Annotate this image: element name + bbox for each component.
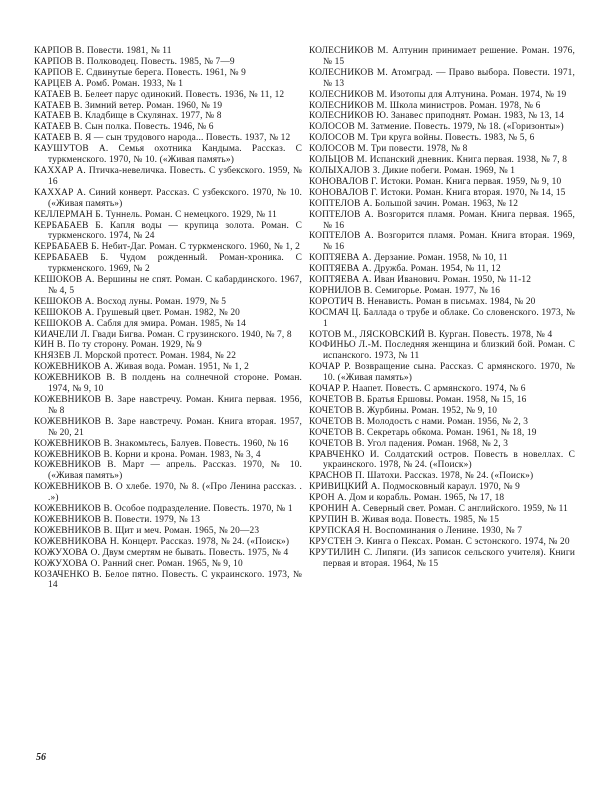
right-column bbox=[309, 46, 575, 570]
page-number: 56 bbox=[36, 752, 46, 763]
bibliography-entry: КОЧЕТОВ В. Братья Ершовы. Роман. 1958, № 15, 16 bbox=[309, 395, 527, 405]
bibliography-entry: КОПТЕЛОВ А. Большой зачин. Роман. 1963, № 12 bbox=[309, 198, 519, 209]
bibliography-entry: КОЛЕСНИКОВ М. Школа министров. Роман. 1978, № 6 bbox=[309, 100, 541, 111]
bibliography-entry: КРУСТЕН Э. Кинга о Пексах. Роман. С эстонского. 1974, № 20 bbox=[309, 536, 570, 547]
bibliography-entry: КЕРБАБАЕВ Б. Небит-Даг. Роман. С туркменского. 1960, № 1, 2 bbox=[34, 242, 300, 253]
bibliography-entry: КРОН А. Дом и корабль. Роман. 1965, № 17, 18 bbox=[309, 493, 505, 504]
left-column bbox=[34, 46, 302, 591]
bibliography-entry: КЕРБАБАЕВ Б. Капля воды — крупица золота. Роман. С туркменского. 1974, № 24 bbox=[34, 220, 302, 242]
bibliography-entry: КОЖЕВНИКОВ В. Заре навстречу. Роман. Книга вторая. 1957, № 20, 21 bbox=[34, 416, 302, 438]
bibliography-entry: КАХХАР А. Синий конверт. Рассказ. С узбекского. 1970, № 10. («Живая память») bbox=[34, 187, 302, 209]
bibliography-entry: КАТАЕВ В. Белеет парус одинокий. Повесть. 1936, № 11, 12 bbox=[34, 89, 285, 100]
bibliography-entry: КОРОТИЧ В. Ненависть. Роман в письмах. 1984, № 20 bbox=[309, 296, 536, 307]
bibliography-entry: КОПТЯЕВА А. Дерзание. Роман. 1958, № 10, 11 bbox=[309, 253, 508, 264]
bibliography-entry: КРОНИН А. Северный свет. Роман. С английского. 1959, № 11 bbox=[309, 504, 568, 515]
bibliography-entry: КАРПОВ Е. Сдвинутые берега. Повесть. 1961, № 9 bbox=[34, 67, 246, 78]
bibliography-entry: КЕРБАБАЕВ Б. Чудом рожденный. Роман-хроника. С туркменского. 1969, № 2 bbox=[34, 253, 302, 275]
bibliography-entry: КОЖЕВНИКОВ В. О хлебе. 1970, № 8. («Про Ленина рассказ. . .») bbox=[34, 482, 302, 504]
bibliography-entry: КАРПОВ В. Полководец. Повесть. 1985, № 7—9 bbox=[34, 56, 235, 67]
bibliography-entry: КРУТИЛИН С. Липяги. (Из записок сельского учителя). Книги первая и вторая. 1964, № 15 bbox=[309, 547, 575, 569]
bibliography-entry: КОЖЕВНИКОВ В. Повести. 1979, № 13 bbox=[34, 514, 201, 525]
bibliography-entry: КОЖЕВНИКОВ В. Щит и меч. Роман. 1965, № 20—23 bbox=[34, 525, 260, 536]
bibliography-entry: КОЧЕТОВ В. Журбины. Роман. 1952, № 9, 10 bbox=[309, 405, 498, 416]
bibliography-entry: КОЖЕВНИКОВА Н. Концерт. Рассказ. 1978, № 24. («Поиск») bbox=[34, 536, 290, 547]
bibliography-entry: КОЖЕВНИКОВ В. Заре навстречу. Роман. Книга первая. 1956, № 8 bbox=[34, 395, 302, 416]
bibliography-entry: КОТОВ М., ЛЯСКОВСКИЙ В. Курган. Повесть. 1978, № 4 bbox=[309, 329, 553, 340]
bibliography-entry: КОНОВАЛОВ Г. Истоки. Роман. Книга первая. 1959, № 9, 10 bbox=[309, 176, 562, 187]
bibliography-entry: КОЛЫХАЛОВ З. Дикие побеги. Роман. 1969, № 1 bbox=[309, 165, 516, 176]
bibliography-entry: КНЯЗЕВ Л. Морской протест. Роман. 1984, № 22 bbox=[34, 351, 237, 362]
bibliography-entry: КАТАЕВ В. Кладбище в Скулянах. 1977, № 8 bbox=[34, 111, 222, 122]
bibliography-entry: КИН В. По ту сторону. Роман. 1929, № 9 bbox=[34, 340, 202, 351]
bibliography-entry: КАРПОВ В. Повести. 1981, № 11 bbox=[34, 46, 172, 56]
bibliography-entry: КОЛЕСНИКОВ М. Алтунин принимает решение. Роман. 1976, № 15 bbox=[309, 46, 575, 67]
bibliography-entry: КОЖУХОВА О. Ранний снег. Роман. 1965, № 9, 10 bbox=[34, 558, 243, 569]
bibliography-entry: КЕЛЛЕРМАН Б. Туннель. Роман. С немецкого. 1929, № 11 bbox=[34, 209, 277, 220]
bibliography-entry: КОПТЕЛОВ А. Возгорится пламя. Роман. Книга вторая. 1969, № 16 bbox=[309, 231, 575, 253]
bibliography-entry: КОЛОСОВ М. Затмение. Повесть. 1979, № 18. («Горизонты») bbox=[309, 122, 564, 133]
bibliography-entry: КРАВЧЕНКО И. Солдатский остров. Повесть в новеллах. С украинского. 1978, № 24. («Поиск») bbox=[309, 449, 575, 471]
bibliography-entry: КОЖЕВНИКОВ В. Март — апрель. Рассказ. 1970, № 10. («Живая память») bbox=[34, 460, 302, 482]
bibliography-entry: КОЖЕВНИКОВ В. В полдень на солнечной стороне. Роман. 1974, № 9, 10 bbox=[34, 373, 302, 395]
bibliography-entry: КОЖЕВНИКОВ В. Корни и крона. Роман. 1983, № 3, 4 bbox=[34, 449, 261, 460]
bibliography-entry: КОПТЯЕВА А. Иван Иванович. Роман. 1950, № 11-12 bbox=[309, 275, 532, 286]
bibliography-entry: КОЛОСОВ М. Три круга войны. Повесть. 1983, № 5, 6 bbox=[309, 133, 535, 144]
bibliography-entry: КАХХАР А. Птичка-невеличка. Повесть. С узбекского. 1959, № 16 bbox=[34, 165, 302, 187]
bibliography-entry: КОЛЕСНИКОВ М. Изотопы для Алтунина. Роман. 1974, № 19 bbox=[309, 89, 567, 100]
bibliography-entry: КАТАЕВ В. Я — сын трудового народа... Повесть. 1937, № 12 bbox=[34, 133, 291, 144]
bibliography-entry: КРАСНОВ П. Шатохи. Рассказ. 1978, № 24. («Поиск») bbox=[309, 471, 534, 482]
bibliography-entry: КАТАЕВ В. Зимний ветер. Роман. 1960, № 19 bbox=[34, 100, 223, 111]
bibliography-entry: КАТАЕВ В. Сын полка. Повесть. 1946, № 6 bbox=[34, 122, 214, 133]
bibliography-entry: КРУПИН В. Живая вода. Повесть. 1985, № 15 bbox=[309, 514, 500, 525]
bibliography-entry: КИАЧЕЛИ Л. Гвади Бигва. Роман. С грузинского. 1940, № 7, 8 bbox=[34, 329, 292, 340]
bibliography-entry: КЕШОКОВ А. Грушевый цвет. Роман. 1982, № 20 bbox=[34, 307, 240, 318]
bibliography-entry: КРИВИЦКИЙ А. Подмосковный караул. 1970, № 9 bbox=[309, 482, 520, 493]
bibliography-entry: КОЧЕТОВ В. Угол падения. Роман. 1968, № 2, 3 bbox=[309, 438, 509, 449]
bibliography-entry: КОЧАР Р. Наапет. Повесть. С армянского. 1974, № 6 bbox=[309, 384, 526, 395]
bibliography-entry: КОЖЕВНИКОВ В. Особое подразделение. Повесть. 1970, № 1 bbox=[34, 504, 293, 515]
bibliography-entry: КАРЦЕВ А. Ромб. Роман. 1933, № 1 bbox=[34, 78, 184, 89]
bibliography-entry: КЕШОКОВ А. Восход луны. Роман. 1979, № 5 bbox=[34, 296, 227, 307]
bibliography-entry: КОПТЯЕВА А. Дружба. Роман. 1954, № 11, 12 bbox=[309, 264, 501, 275]
bibliography-entry: КОЧАР Р. Возвращение сына. Рассказ. С армянского. 1970, № 10. («Живая память») bbox=[309, 362, 575, 384]
bibliography-entry: КОЛЕСНИКОВ Ю. Занавес приподнят. Роман. 1983, № 13, 14 bbox=[309, 111, 565, 122]
bibliography-entry: КОФИНЬО Л.-М. Последняя женщина и близкий бой. Роман. С испанского. 1973, № 11 bbox=[309, 340, 575, 362]
bibliography-entry: КОЧЕТОВ В. Секретарь обкома. Роман. 1961, № 18, 19 bbox=[309, 427, 537, 438]
bibliography-entry: КОЖУХОВА О. Двум смертям не бывать. Повесть. 1975, № 4 bbox=[34, 547, 289, 558]
bibliography-entry: КОЛЕСНИКОВ М. Атомград. — Право выбора. Повести. 1971, № 13 bbox=[309, 67, 575, 89]
bibliography-entry: КЕШОКОВ А. Сабля для эмира. Роман. 1985, № 14 bbox=[34, 318, 246, 329]
bibliography-entry: КЕШОКОВ А. Вершины не спят. Роман. С кабардинского. 1967, № 4, 5 bbox=[34, 275, 302, 296]
bibliography-entry: КОЗАЧЕНКО В. Белое пятно. Повесть. С украинского. 1973, № 14 bbox=[34, 569, 302, 591]
bibliography-entry: КОСМАЧ Ц. Баллада о трубе и облаке. Со словенского. 1973, № 1 bbox=[309, 307, 575, 329]
bibliography-entry: КОЖЕВНИКОВ В. Знакомьтесь, Балуев. Повесть. 1960, № 16 bbox=[34, 438, 289, 449]
bibliography-entry: КОРНИЛОВ В. Семигорье. Роман. 1977, № 16 bbox=[309, 285, 501, 296]
bibliography-entry: КОПТЕЛОВ А. Возгорится пламя. Роман. Книга первая. 1965, № 16 bbox=[309, 209, 575, 231]
bibliography-entry: КОЛЬЦОВ М. Испанский дневник. Книга первая. 1938, № 7, 8 bbox=[309, 155, 568, 166]
bibliography-entry: КОЧЕТОВ В. Молодость с нами. Роман. 1956, № 2, 3 bbox=[309, 416, 529, 427]
bibliography-entry: КОЛОСОВ М. Три повести. 1978, № 8 bbox=[309, 144, 468, 155]
bibliography-entry: КРУПСКАЯ Н. Воспоминания о Ленине. 1930, № 7 bbox=[309, 525, 523, 536]
bibliography-entry: КАУШУТОВ А. Семья охотника Кандыма. Рассказ. С туркменского. 1970, № 10. («Живая память») bbox=[34, 144, 302, 166]
bibliography-entry: КОНОВАЛОВ Г. Истоки. Роман. Книга вторая. 1970, № 14, 15 bbox=[309, 187, 566, 198]
bibliography-entry: КОЖЕВНИКОВ А. Живая вода. Роман. 1951, № 1, 2 bbox=[34, 362, 250, 373]
